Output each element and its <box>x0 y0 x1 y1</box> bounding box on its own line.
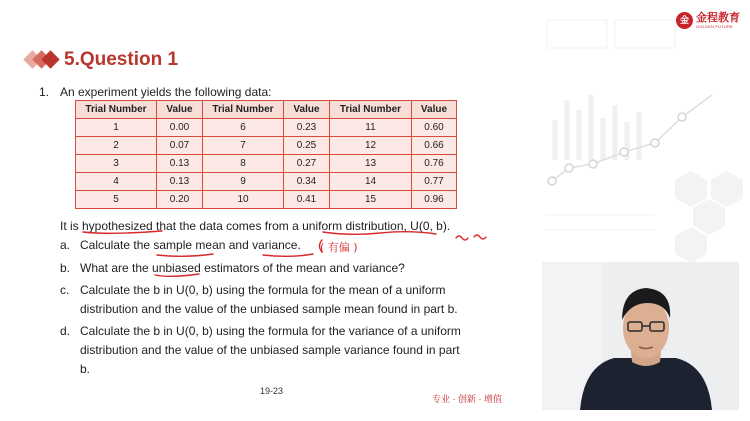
table-cell: 1 <box>76 119 157 137</box>
table-cell: 0.13 <box>157 173 203 191</box>
table-cell: 4 <box>76 173 157 191</box>
subquestion-label: a. <box>60 238 71 252</box>
table-cell: 9 <box>203 173 284 191</box>
slide-title: 5.Question 1 <box>64 49 179 70</box>
instructor-video <box>542 262 739 410</box>
table-header-cell: Value <box>284 101 330 119</box>
scribble-after-hypothesis <box>456 235 486 240</box>
data-table <box>75 100 457 209</box>
question-number: 1. <box>39 85 50 99</box>
table-cell: 6 <box>203 119 284 137</box>
subquestion-label: c. <box>60 283 70 297</box>
subquestion-text: What are the unbiased estimators of the mean and variance? <box>80 261 405 275</box>
table-cell: 0.66 <box>412 137 457 155</box>
diamond-decoration-icon <box>22 48 60 72</box>
table-header-cell: Value <box>157 101 203 119</box>
subquestion-text: b. <box>80 362 91 376</box>
subquestion-text: distribution and the value of the unbiased sample mean found in part b. <box>80 302 458 316</box>
handwritten-note: ( 有偏 ) <box>320 241 358 254</box>
table-cell: 12 <box>330 137 412 155</box>
table-cell: 0.41 <box>284 191 330 209</box>
logo-mark: 金 <box>676 12 693 29</box>
table-cell: 10 <box>203 191 284 209</box>
table-row <box>76 119 457 137</box>
bracket-open <box>320 240 323 252</box>
subquestion-d <box>60 322 530 380</box>
table-cell: 0.76 <box>412 155 457 173</box>
subquestion-c <box>60 281 530 321</box>
table-cell: 0.96 <box>412 191 457 209</box>
logo-chinese-text: 金程教育 <box>696 11 740 24</box>
table-cell: 3 <box>76 155 157 173</box>
table-cell: 0.60 <box>412 119 457 137</box>
table-cell: 15 <box>330 191 412 209</box>
instructor-portrait-icon <box>542 262 739 410</box>
table-header-cell: Trial Number <box>203 101 284 119</box>
subquestion-label: d. <box>60 324 71 338</box>
page-number: 19-23 <box>260 386 284 396</box>
subquestion-text: Calculate the sample mean and variance. <box>80 238 301 252</box>
table-cell: 0.27 <box>284 155 330 173</box>
table-header-cell: Trial Number <box>76 101 157 119</box>
footer-slogan: 专业 · 创新 · 增值 <box>432 394 502 404</box>
table-cell: 0.77 <box>412 173 457 191</box>
table-cell: 13 <box>330 155 412 173</box>
table-row <box>76 173 457 191</box>
table-cell: 0.13 <box>157 155 203 173</box>
table-cell: 0.07 <box>157 137 203 155</box>
table-row <box>76 191 457 209</box>
logo-english-text: GOLDEN FUTURE <box>696 23 733 29</box>
hypothesis-text: It is hypothesized that the data comes from a uniform distribution, U(0, b). <box>60 219 451 233</box>
subquestion-text: Calculate the b in U(0, b) using the formula for the variance of a uniform <box>80 324 461 338</box>
slide-title-bar <box>22 48 178 72</box>
table-cell: 0.34 <box>284 173 330 191</box>
table-cell: 2 <box>76 137 157 155</box>
table-row <box>76 155 457 173</box>
table-cell: 0.20 <box>157 191 203 209</box>
subquestion-label: b. <box>60 261 71 275</box>
table-header-row <box>76 101 457 119</box>
table-cell: 7 <box>203 137 284 155</box>
table-cell: 0.25 <box>284 137 330 155</box>
table-cell: 8 <box>203 155 284 173</box>
subquestion-text: distribution and the value of the unbiased sample variance found in part <box>80 343 460 357</box>
subquestion-text: Calculate the b in U(0, b) using the formula for the mean of a uniform <box>80 283 446 297</box>
table-header-cell: Value <box>412 101 457 119</box>
table-cell: 0.23 <box>284 119 330 137</box>
table-cell: 5 <box>76 191 157 209</box>
table-header-cell: Trial Number <box>330 101 412 119</box>
table-cell: 11 <box>330 119 412 137</box>
table-cell: 14 <box>330 173 412 191</box>
question-intro: An experiment yields the following data: <box>60 85 272 99</box>
table-row <box>76 137 457 155</box>
company-logo <box>676 12 740 29</box>
table-cell: 0.00 <box>157 119 203 137</box>
